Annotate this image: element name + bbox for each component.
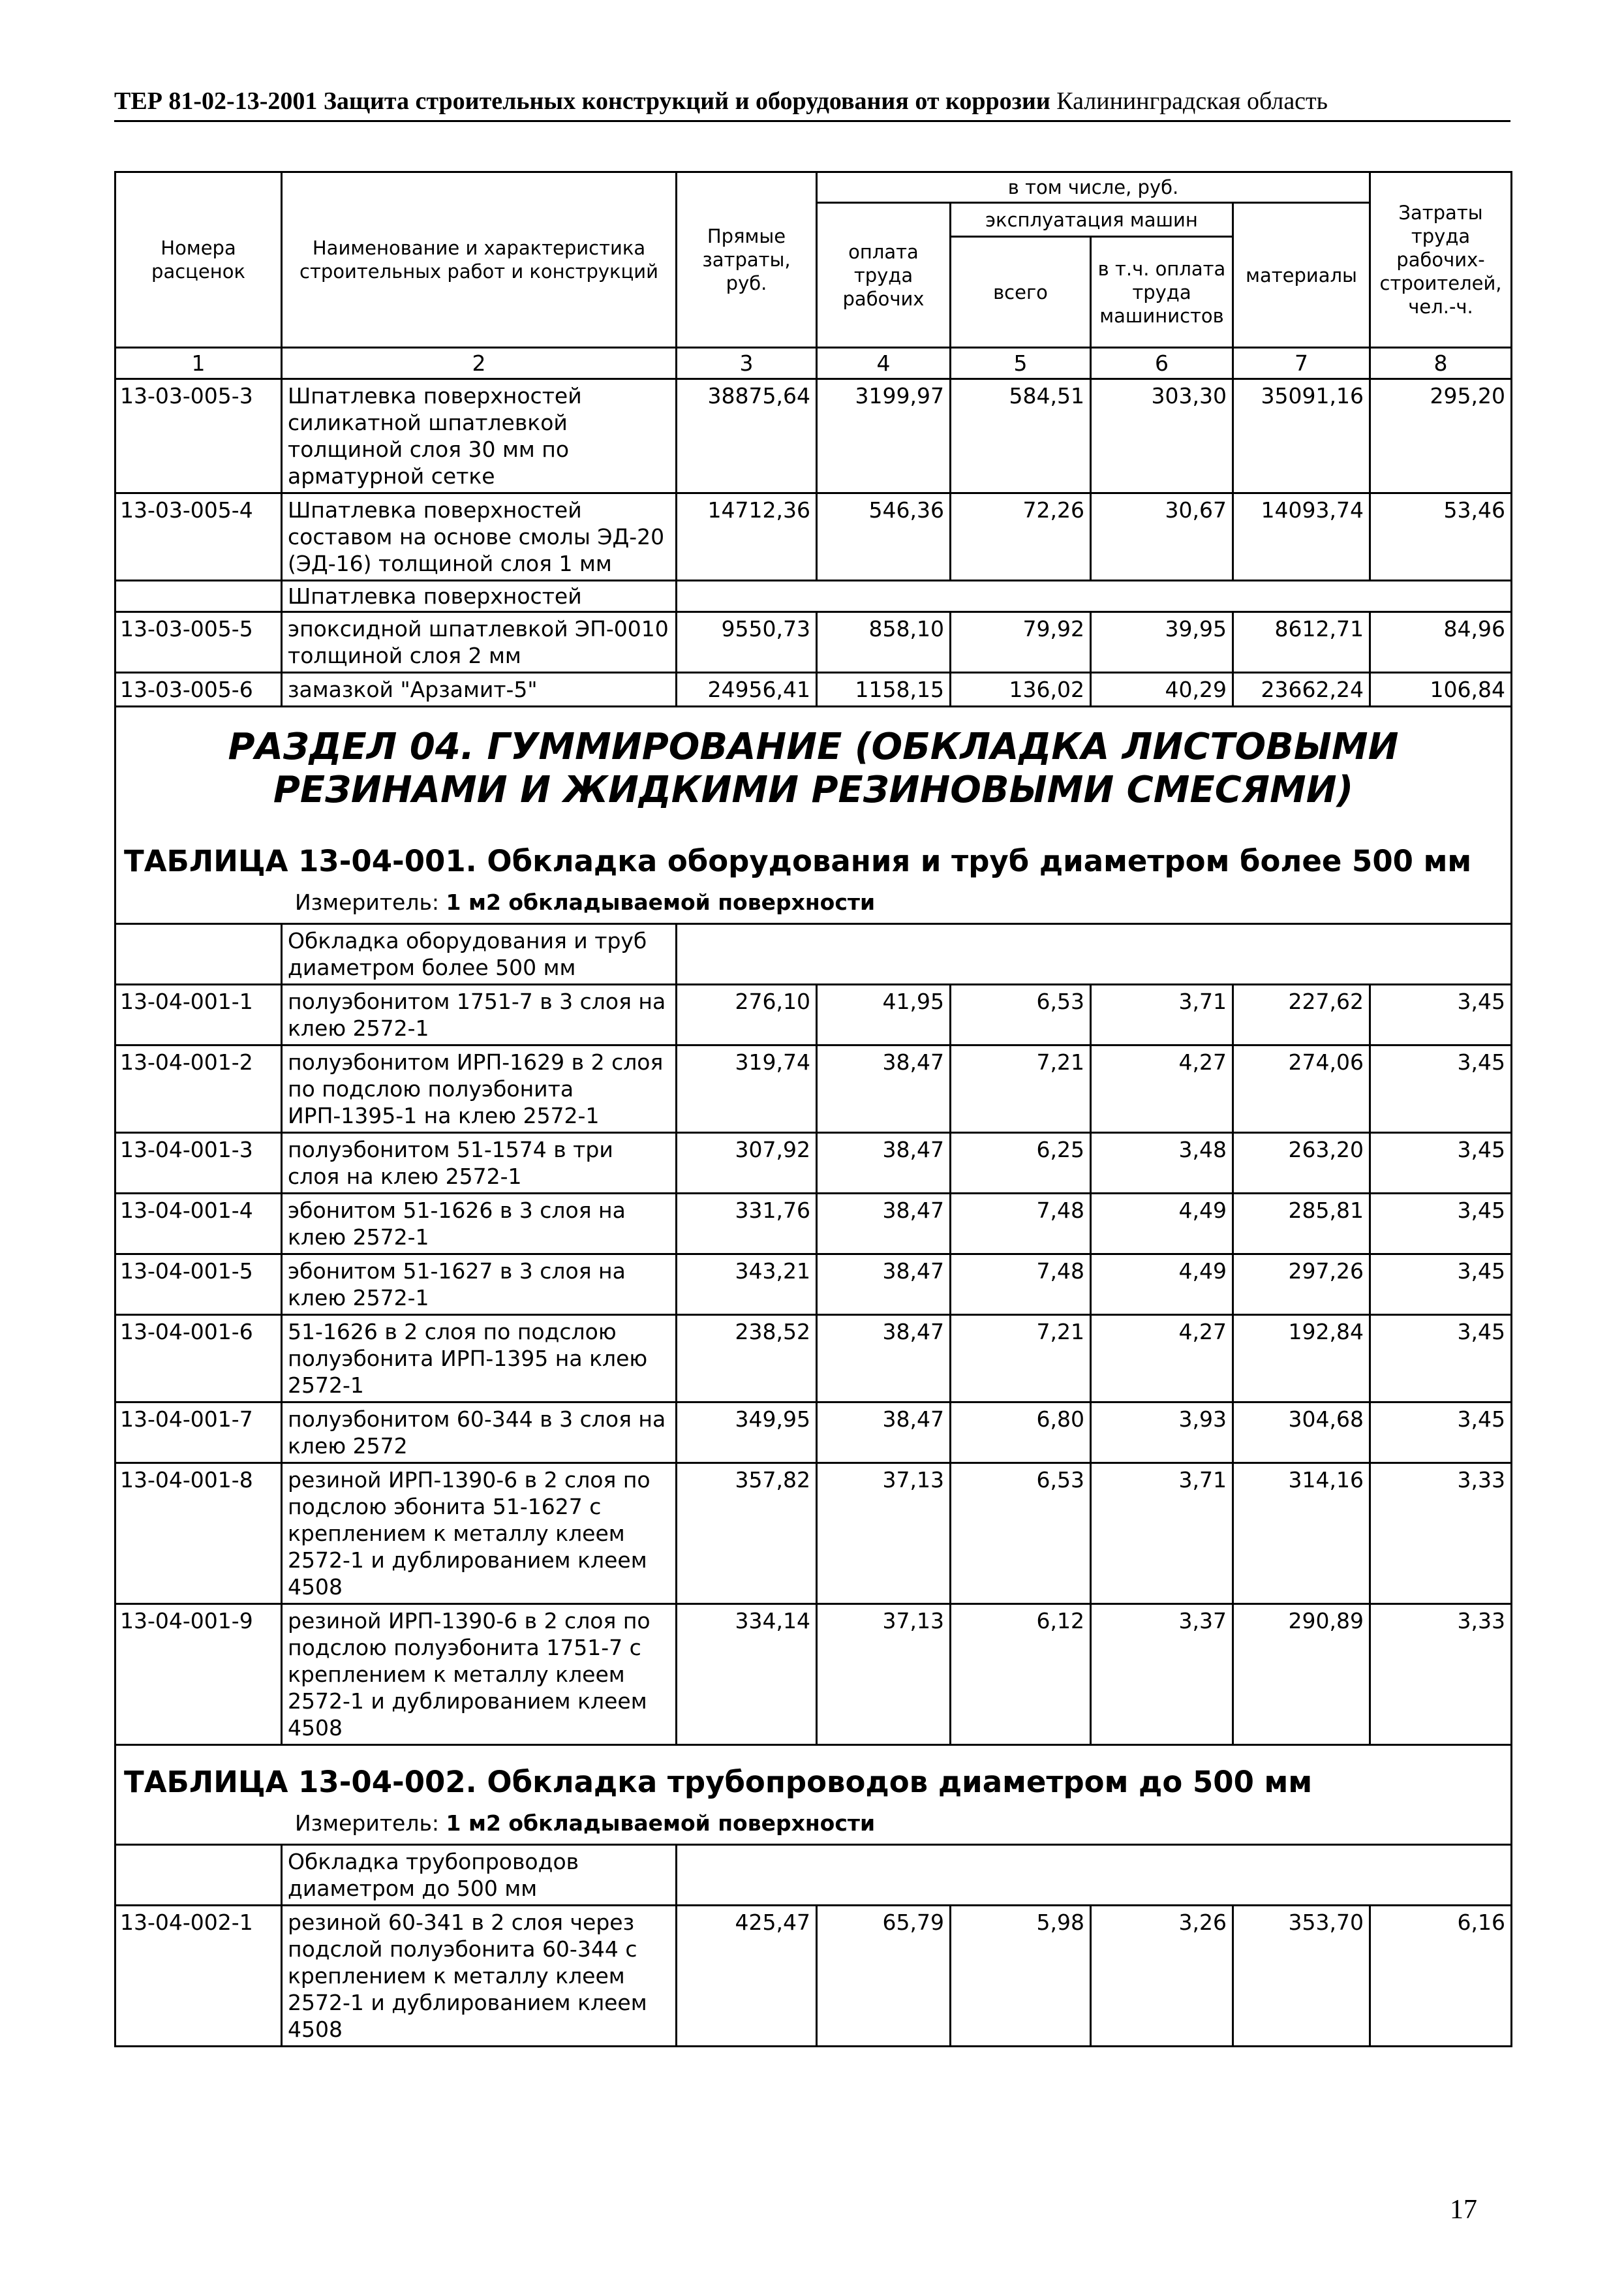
rate-labor: 3,45 [1370, 1194, 1512, 1254]
rate-wages: 38,47 [817, 1254, 951, 1315]
rate-materials: 353,70 [1233, 1906, 1370, 2047]
rate-labor: 106,84 [1370, 673, 1512, 707]
rate-wages: 3199,97 [817, 379, 951, 493]
rate-machinists: 3,26 [1091, 1906, 1233, 2047]
rate-materials: 274,06 [1233, 1045, 1370, 1133]
rate-wages: 38,47 [817, 1194, 951, 1254]
rate-direct: 238,52 [677, 1315, 817, 1402]
measure-value: 1 м2 обкладываемой поверхности [446, 890, 876, 915]
document-region: Калининградская область [1056, 87, 1328, 115]
rate-materials: 263,20 [1233, 1133, 1370, 1194]
rates-table [114, 171, 1512, 2047]
header-machines-total: всего [951, 237, 1091, 348]
rate-direct: 14712,36 [677, 493, 817, 581]
rate-machinists: 3,93 [1091, 1402, 1233, 1463]
rate-direct: 9550,73 [677, 612, 817, 673]
rate-direct: 331,76 [677, 1194, 817, 1254]
group-title-row [115, 581, 1512, 612]
rate-code: 13-03-005-3 [115, 379, 282, 493]
rate-wages: 38,47 [817, 1402, 951, 1463]
rate-code: 13-04-001-7 [115, 1402, 282, 1463]
table-title-cell [115, 1745, 1512, 1845]
rate-materials: 227,62 [1233, 985, 1370, 1045]
column-number: 3 [677, 348, 817, 379]
measure-unit [295, 1810, 1503, 1837]
rate-name: эбонитом 51-1627 в 3 слоя на клею 2572-1 [282, 1254, 677, 1315]
column-numbers-row [115, 348, 1512, 379]
rate-row [115, 1315, 1512, 1402]
rate-direct: 319,74 [677, 1045, 817, 1133]
rate-code: 13-04-001-2 [115, 1045, 282, 1133]
rate-materials: 285,81 [1233, 1194, 1370, 1254]
rate-direct: 334,14 [677, 1604, 817, 1745]
rate-labor: 84,96 [1370, 612, 1512, 673]
rate-direct: 343,21 [677, 1254, 817, 1315]
rate-labor: 3,45 [1370, 1133, 1512, 1194]
table-subtitle: Обкладка оборудования и труб диаметром более 500 мм [282, 924, 677, 985]
group-title: Шпатлевка поверхностей [282, 581, 677, 612]
header-machines: эксплуатация машин [951, 203, 1233, 237]
header-labor: Затраты труда рабочих-строителей, чел.-ч. [1370, 172, 1512, 348]
rate-wages: 858,10 [817, 612, 951, 673]
rate-machines: 6,80 [951, 1402, 1091, 1463]
empty-cell [115, 924, 282, 985]
rate-name: резиной 60-341 в 2 слоя через подслой полуэбонита 60-344 с креплением к металлу клеем 2572-1 и дублированием клеем 4508 [282, 1906, 677, 2047]
rate-row [115, 1463, 1512, 1604]
table-title: ТАБЛИЦА 13-04-002. Обкладка трубопроводов диаметром до 500 мм [124, 1765, 1313, 1799]
rate-name: резиной ИРП-1390-6 в 2 слоя по подслою полуэбонита 1751-7 с креплением к металлу клеем 2572-1 и дублированием клеем 4508 [282, 1604, 677, 1745]
rate-code: 13-04-001-6 [115, 1315, 282, 1402]
header-wages: оплата труда рабочих [817, 203, 951, 348]
rate-materials: 297,26 [1233, 1254, 1370, 1315]
rate-wages: 38,47 [817, 1315, 951, 1402]
rate-name: эбонитом 51-1626 в 3 слоя на клею 2572-1 [282, 1194, 677, 1254]
rate-name: полуэбонитом ИРП-1629 в 2 слоя по подслою полуэбонита ИРП-1395-1 на клею 2572-1 [282, 1045, 677, 1133]
measure-label: Измеритель: [295, 890, 440, 915]
rate-code: 13-04-001-9 [115, 1604, 282, 1745]
rate-labor: 3,45 [1370, 985, 1512, 1045]
rate-wages: 37,13 [817, 1604, 951, 1745]
rate-name: Шпатлевка поверхностей составом на основе смолы ЭД-20 (ЭД-16) толщиной слоя 1 мм [282, 493, 677, 581]
rate-materials: 14093,74 [1233, 493, 1370, 581]
rate-materials: 192,84 [1233, 1315, 1370, 1402]
measure-label: Измеритель: [295, 1810, 440, 1836]
rate-machinists: 39,95 [1091, 612, 1233, 673]
rate-row [115, 1194, 1512, 1254]
page-header [114, 86, 1510, 122]
rate-labor: 3,45 [1370, 1402, 1512, 1463]
rate-code: 13-03-005-5 [115, 612, 282, 673]
rate-direct: 38875,64 [677, 379, 817, 493]
rate-wages: 1158,15 [817, 673, 951, 707]
rate-name: Шпатлевка поверхностей силикатной шпатлевкой толщиной слоя 30 мм по арматурной сетке [282, 379, 677, 493]
document-title: Защита строительных конструкций и оборудования от коррозии [323, 87, 1050, 115]
rate-machines: 6,25 [951, 1133, 1091, 1194]
column-number: 4 [817, 348, 951, 379]
rate-code: 13-04-001-3 [115, 1133, 282, 1194]
rate-code: 13-04-001-5 [115, 1254, 282, 1315]
column-number: 2 [282, 348, 677, 379]
rate-code: 13-04-002-1 [115, 1906, 282, 2047]
rate-row [115, 1045, 1512, 1133]
column-number: 5 [951, 348, 1091, 379]
rate-name: полуэбонитом 51-1574 в три слоя на клею 2572-1 [282, 1133, 677, 1194]
rate-wages: 65,79 [817, 1906, 951, 2047]
measure-unit [295, 889, 1503, 916]
empty-cell [677, 924, 1512, 985]
rate-machines: 136,02 [951, 673, 1091, 707]
rate-row [115, 1133, 1512, 1194]
rate-wages: 38,47 [817, 1133, 951, 1194]
column-number: 8 [1370, 348, 1512, 379]
rate-machines: 6,53 [951, 1463, 1091, 1604]
rate-materials: 8612,71 [1233, 612, 1370, 673]
rate-machinists: 30,67 [1091, 493, 1233, 581]
table-subtitle-row [115, 1845, 1512, 1906]
rate-labor: 3,45 [1370, 1315, 1512, 1402]
rate-labor: 6,16 [1370, 1906, 1512, 2047]
rate-name: замазкой "Арзамит-5" [282, 673, 677, 707]
table-title-row [115, 1745, 1512, 1845]
section-title: РАЗДЕЛ 04. ГУММИРОВАНИЕ (ОБКЛАДКА ЛИСТОВЫМИ РЕЗИНАМИ И ЖИДКИМИ РЕЗИНОВЫМИ СМЕСЯМИ) [228, 726, 1399, 811]
rate-machines: 7,48 [951, 1254, 1091, 1315]
rate-machinists: 4,27 [1091, 1315, 1233, 1402]
rate-materials: 35091,16 [1233, 379, 1370, 493]
empty-cell [115, 581, 282, 612]
table-subtitle-row [115, 924, 1512, 985]
rate-machinists: 4,49 [1091, 1254, 1233, 1315]
header-including: в том числе, руб. [817, 172, 1370, 203]
rate-machinists: 3,71 [1091, 985, 1233, 1045]
table-title-row [115, 707, 1512, 924]
header-materials: материалы [1233, 203, 1370, 348]
rate-machines: 79,92 [951, 612, 1091, 673]
rate-machines: 72,26 [951, 493, 1091, 581]
rate-name: резиной ИРП-1390-6 в 2 слоя по подслою эбонита 51-1627 с креплением к металлу клеем 2572-1 и дублированием клеем 4508 [282, 1463, 677, 1604]
rate-direct: 276,10 [677, 985, 817, 1045]
rate-machines: 6,53 [951, 985, 1091, 1045]
rate-wages: 37,13 [817, 1463, 951, 1604]
rate-machines: 6,12 [951, 1604, 1091, 1745]
rate-direct: 349,95 [677, 1402, 817, 1463]
empty-cell [115, 1845, 282, 1906]
rate-machinists: 4,27 [1091, 1045, 1233, 1133]
header-machinist-wages: в т.ч. оплата труда машинистов [1091, 237, 1233, 348]
empty-cell [677, 581, 1512, 612]
rate-labor: 295,20 [1370, 379, 1512, 493]
rate-row [115, 493, 1512, 581]
rate-row [115, 1254, 1512, 1315]
table-title: ТАБЛИЦА 13-04-001. Обкладка оборудования и труб диаметром более 500 мм [124, 844, 1472, 878]
rate-machinists: 40,29 [1091, 673, 1233, 707]
rate-name: полуэбонитом 60-344 в 3 слоя на клею 2572 [282, 1402, 677, 1463]
rate-code: 13-03-005-4 [115, 493, 282, 581]
rate-machines: 584,51 [951, 379, 1091, 493]
rate-machines: 7,48 [951, 1194, 1091, 1254]
rate-direct: 425,47 [677, 1906, 817, 2047]
rate-row [115, 612, 1512, 673]
rate-row [115, 1402, 1512, 1463]
page-number: 17 [1450, 2195, 1477, 2225]
rate-labor: 3,33 [1370, 1604, 1512, 1745]
rate-machines: 5,98 [951, 1906, 1091, 2047]
rate-direct: 307,92 [677, 1133, 817, 1194]
rate-labor: 3,33 [1370, 1463, 1512, 1604]
rate-materials: 23662,24 [1233, 673, 1370, 707]
rate-row [115, 1906, 1512, 2047]
rate-wages: 41,95 [817, 985, 951, 1045]
rate-name: эпоксидной шпатлевкой ЭП-0010 толщиной слоя 2 мм [282, 612, 677, 673]
rate-machinists: 3,71 [1091, 1463, 1233, 1604]
rate-row [115, 379, 1512, 493]
rate-row [115, 673, 1512, 707]
rate-machines: 7,21 [951, 1315, 1091, 1402]
header-codes: Номера расценок [115, 172, 282, 348]
column-number: 1 [115, 348, 282, 379]
rate-wages: 38,47 [817, 1045, 951, 1133]
rate-code: 13-03-005-6 [115, 673, 282, 707]
rate-labor: 3,45 [1370, 1045, 1512, 1133]
rate-name: 51-1626 в 2 слоя по подслою полуэбонита ИРП-1395 на клею 2572-1 [282, 1315, 677, 1402]
column-number: 7 [1233, 348, 1370, 379]
table-title-cell [115, 707, 1512, 924]
rate-code: 13-04-001-1 [115, 985, 282, 1045]
rate-materials: 314,16 [1233, 1463, 1370, 1604]
rate-labor: 53,46 [1370, 493, 1512, 581]
rate-name: полуэбонитом 1751-7 в 3 слоя на клею 2572-1 [282, 985, 677, 1045]
rate-machines: 7,21 [951, 1045, 1091, 1133]
header-name: Наименование и характеристика строительных работ и конструкций [282, 172, 677, 348]
rate-code: 13-04-001-4 [115, 1194, 282, 1254]
rate-machinists: 3,48 [1091, 1133, 1233, 1194]
rate-code: 13-04-001-8 [115, 1463, 282, 1604]
header-direct-costs: Прямые затраты, руб. [677, 172, 817, 348]
rate-labor: 3,45 [1370, 1254, 1512, 1315]
rate-row [115, 985, 1512, 1045]
table-subtitle: Обкладка трубопроводов диаметром до 500 мм [282, 1845, 677, 1906]
rate-machinists: 303,30 [1091, 379, 1233, 493]
rate-materials: 290,89 [1233, 1604, 1370, 1745]
rate-direct: 357,82 [677, 1463, 817, 1604]
measure-value: 1 м2 обкладываемой поверхности [446, 1810, 876, 1836]
rate-row [115, 1604, 1512, 1745]
rate-materials: 304,68 [1233, 1402, 1370, 1463]
empty-cell [677, 1845, 1512, 1906]
column-number: 6 [1091, 348, 1233, 379]
rate-machinists: 4,49 [1091, 1194, 1233, 1254]
document-code: ТЕР 81-02-13-2001 [114, 87, 318, 115]
rate-direct: 24956,41 [677, 673, 817, 707]
rate-wages: 546,36 [817, 493, 951, 581]
rate-machinists: 3,37 [1091, 1604, 1233, 1745]
